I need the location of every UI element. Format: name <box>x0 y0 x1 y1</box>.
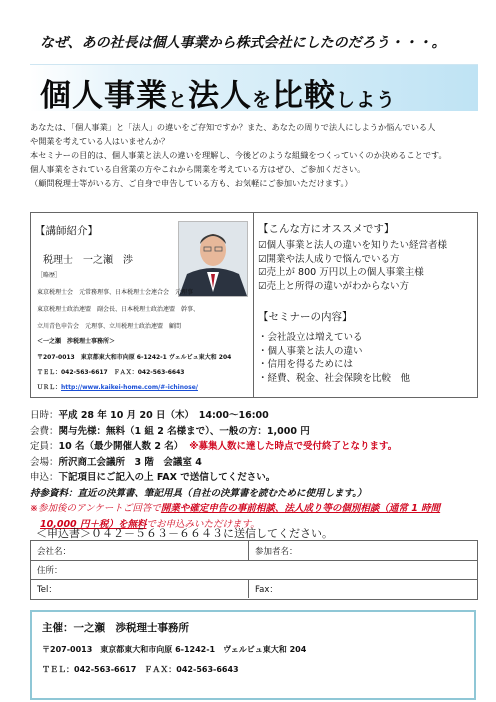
instructor-heading: 【講師紹介】 <box>35 225 98 237</box>
tel-field[interactable] <box>31 579 249 598</box>
date-row: 日時：平成 28 年 10 月 20 日（木） 14:00～16:00 <box>30 410 269 421</box>
address-label: 住所： <box>37 566 63 576</box>
checkbox-icon: ☑ <box>258 267 267 278</box>
title-part-6: しよう <box>336 89 397 111</box>
lead-question: なぜ、あの社長は個人事業から株式会社にしたのだろう・・・。 <box>40 35 446 51</box>
company-field[interactable] <box>31 541 249 560</box>
bio-line: 立川青色申告会 元理事、立川税理士政治連盟 顧問 <box>37 323 182 330</box>
checkbox-icon: ☑ <box>258 253 267 265</box>
seminar-item: ・個人事業と法人の違い <box>258 345 363 357</box>
recommend-item: ☑開業や法人成りで悩んでいる方 <box>258 253 400 265</box>
checkbox-icon: ☑ <box>258 240 267 251</box>
checkbox-icon: ☑ <box>258 280 267 292</box>
company-label: 会社名： <box>37 547 72 557</box>
office-url-link[interactable]: http://www.kaikei-home.com/#-ichinose/ <box>61 384 198 391</box>
recommend-item: ☑個人事業と法人の違いを知りたい経営者様 <box>258 240 448 251</box>
intro-line: や開業を考えている人はいませんか？ <box>30 136 170 146</box>
office-heading: ＜一之瀬 渉税理士事務所＞ <box>37 338 116 345</box>
title-part-1: 個人事業 <box>40 78 168 114</box>
apply-instructions: 下記項目にご記入の上 FAX で送信してください。 <box>58 472 276 483</box>
capacity-note: ※募集人数に達した時点で受付終了となります。 <box>189 441 398 452</box>
tel-label: Tel： <box>37 585 57 595</box>
form-heading: ＜申込書＞０４２－５６３－６６４３に送信してください。 <box>36 527 333 540</box>
intro-line: （顧問税理士等がいる方、ご自身で申告している方も、お気軽にご参加いただけます。） <box>30 178 353 188</box>
portrait-image <box>179 222 247 296</box>
event-date: 平成 28 年 10 月 20 日（木） 14:00～16:00 <box>58 410 269 421</box>
recommend-item: ☑売上が 800 万円以上の個人事業主様 <box>258 267 424 278</box>
info-box <box>30 212 478 398</box>
sponsor-address: 〒207-0013 東京都東大和市向原 6-1242-1 ヴェルビュ東大和 204 <box>42 645 307 654</box>
address-field[interactable] <box>31 560 477 580</box>
form-row <box>31 541 477 561</box>
bio-line: 東京税理士政治連盟 副会長、日本税理士政治連盟 幹事、 <box>37 306 200 313</box>
title-part-3: 法人 <box>188 78 253 114</box>
bio-line: 東京税理士会 元常務理事、日本税理士会連合会 元理事 <box>37 289 194 296</box>
intro-text <box>30 120 478 190</box>
main-title <box>40 70 396 115</box>
instructor-photo <box>178 221 248 297</box>
title-part-2: と <box>168 89 189 111</box>
intro-line: 個人事業をされている自営業の方やこれから開業を考えている方はぜひ、ご参加ください。 <box>30 164 366 174</box>
title-part-4: を <box>252 89 273 111</box>
sponsor-tel: ＴＥＬ：042-563-6617 ＦＡＸ：042-563-6643 <box>42 665 239 674</box>
form-row <box>31 579 477 598</box>
url-label: ＵＲＬ： <box>37 384 62 391</box>
application-form <box>30 540 478 600</box>
participant-field[interactable] <box>249 541 477 560</box>
title-part-5: 比較 <box>272 78 337 114</box>
instructor-column <box>31 213 254 397</box>
intro-line: 本セミナーの目的は、個人事業と法人の違いを理解し、今後どのような組織をつくっていくのか決めることです。 <box>30 150 447 160</box>
recommend-column <box>254 213 477 397</box>
seminar-item: ・信用を得るためには <box>258 359 354 370</box>
bring-row: 持参資料：直近の決算書、筆記用具（自社の決算書を読むために使用します。） <box>30 487 367 499</box>
participant-label: 参加者名： <box>255 547 298 557</box>
note-row: ※参加後のアンケートご回答で開業や確定申告の事前相談、法人成り等の個別相談（通常 1 時間 <box>30 503 441 514</box>
seminar-item: ・経費、税金、社会保険を比較 他 <box>258 372 411 384</box>
recommend-list <box>258 239 447 293</box>
fax-label: Fax： <box>255 585 278 595</box>
venue-row: 会場：所沢商工会議所 3 階 会議室 4 <box>30 456 202 468</box>
seminar-item: ・会社設立は増えている <box>258 332 363 343</box>
sponsor-title: 主催：一之瀬 渉税理士事務所 <box>42 622 189 634</box>
recommend-item: ☑売上と所得の違いがわからない方 <box>258 280 410 292</box>
seminar-list <box>258 331 410 385</box>
event-details <box>30 408 440 532</box>
fee-row: 会費：関与先様：無料（1 組 2 名様まで）、一般の方：1,000 円 <box>30 425 310 437</box>
seminar-heading: 【セミナーの内容】 <box>258 311 353 323</box>
event-venue: 所沢商工会議所 3 階 会議室 4 <box>58 456 202 468</box>
office-address: 〒207-0013 東京都東大和市向原 6-1242-1 ヴェルビュ東大和 204 <box>37 354 232 361</box>
sponsor-box <box>30 610 476 700</box>
bio-label: ［略歴］ <box>37 272 62 279</box>
office-tel: ＴＥＬ：042-563-6617 ＦＡＸ：042-563-6643 <box>37 369 185 376</box>
office-url-row <box>37 383 198 393</box>
event-fee: 関与先様：無料（1 組 2 名様まで）、一般の方：1,000 円 <box>58 425 310 437</box>
intro-line: あなたは、「個人事業」と「法人」の違いをご存知ですか？また、あなたの周りで法人にしようか悩んでいる人 <box>30 122 436 132</box>
fax-field[interactable] <box>249 579 477 598</box>
event-capacity: 10 名（最少開催人数 2 名） <box>58 441 184 452</box>
apply-row: 申込：下記項目にご記入の上 FAX で送信してください。 <box>30 472 276 483</box>
recommend-heading: 【こんな方にオススメです】 <box>258 223 395 235</box>
capacity-row: 定員：10 名（最少開催人数 2 名） ※募集人数に達した時点で受付終了となります。 <box>30 441 398 452</box>
note-row: 10,000 円＋税）を無料でお申込みいただけます。 <box>40 518 260 530</box>
instructor-name: 税理士 一之瀬 渉 <box>43 255 133 266</box>
